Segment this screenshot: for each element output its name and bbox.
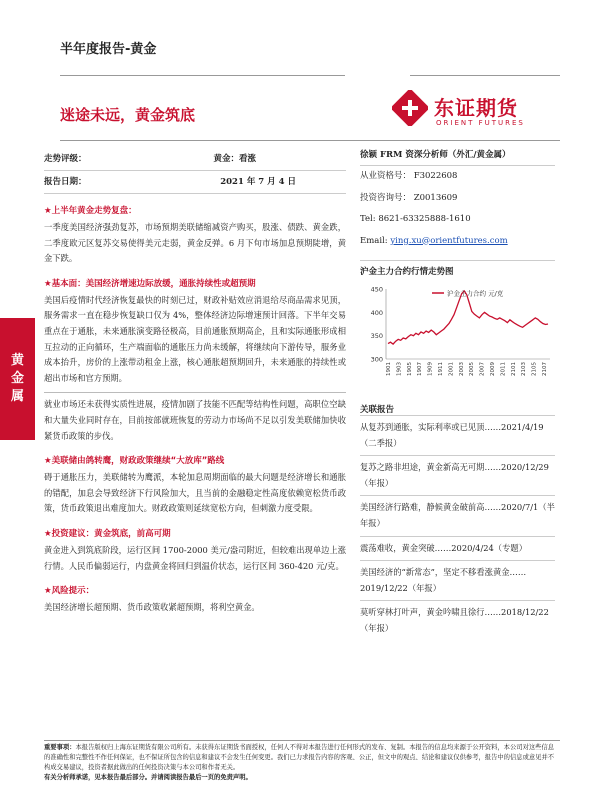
price-chart	[360, 281, 555, 391]
price-chart-svg	[360, 281, 555, 391]
x-tick-label: 2003	[458, 362, 465, 376]
disclaimer-tail: 有关分析师承诺，见本报告最后部分。并请阅读报告最后一页的免责声明。	[44, 774, 252, 781]
section-paragraph: 美国经济增长超预期、货币政策收紧超预期，将利空黄金。	[44, 602, 260, 613]
section-paragraph: 黄金进入到筑底阶段，运行区间 1700-2000 美元/盎司附近，但较难出现单边上涨行情。人民币偏弱运行，内盘黄金将回归到温价状态，运行区间 360-420 元/克。	[44, 544, 347, 571]
x-tick-label: 1907	[417, 362, 424, 376]
x-tick-label: 2105	[531, 362, 538, 376]
x-tick-label: 2107	[542, 362, 548, 376]
x-tick-label: 1903	[396, 362, 403, 376]
disclaimer-text: 本报告版权归上海东证期货有限公司所有。未获得东证期货书面授权，任何人不得对本报告进行任何形式的发布、复制。本报告的信息均来源于公开资料，本公司对这些信息的准确性和完整性不作任何保证，也不保证所包含的信息和建议不会发生任何变更。我们已力求报告内容的客观、公正，但文中的观点、结论和建议仅供参考，报告中的信息或意见并不构成交易建议，投资者据此做出的任何投资决策与本公司和作者无关。	[44, 744, 555, 771]
section-paragraph: 美国后疫情时代经济恢复最快的时刻已过，财政补贴效应消退给尽商品需求见顶，服务需求一直在稳步恢复缺口仅为 4%，整体经济边际增速预计回落。下半年交易重点在于通胀，未来通胀演变路径极高，目前通胀预期高企，且和实际通胀形成相互拉动的正向循环，生产端面临的通胀压力尚未缓解，将继续向下游传导，服务业成本抬升，房价的上涨带动租金上涨，核心通胀超预期回升，未来通胀的持续性或超出市场和官方预期。	[44, 294, 346, 383]
x-tick-label: 1901	[386, 362, 392, 376]
title-divider	[60, 140, 560, 141]
x-tick-label: 1905	[406, 362, 413, 376]
header-divider	[60, 75, 345, 76]
sector-tab-char: 黄	[10, 353, 24, 368]
sector-tab-char: 属	[10, 389, 24, 404]
disclaimer-label: 重要事项：	[44, 744, 76, 751]
legend-label: 沪金主力合约 元/克	[447, 289, 504, 298]
section-heading: ★风险提示：	[44, 586, 95, 597]
date-value: 2021 年 7 月 4 日	[220, 177, 296, 187]
related-reports-list	[360, 415, 555, 641]
analyst-email-row	[360, 231, 555, 253]
header-divider-right	[410, 75, 560, 76]
related-report-link[interactable]: 震荡难收，黄金突破……2020/4/24（专题）	[360, 536, 555, 561]
x-tick-label: 2103	[521, 362, 528, 376]
chart-title: 沪金主力合约行情走势图	[360, 260, 555, 277]
date-label: 报告日期：	[44, 177, 87, 187]
series-line	[388, 291, 548, 344]
logo-text-en: ORIENT FUTURES	[436, 119, 525, 127]
analyst-sidebar	[360, 148, 555, 641]
sector-tab	[0, 318, 35, 440]
logo-text-cn: 东证期货	[434, 96, 518, 120]
paragraph-divider	[44, 392, 346, 393]
rating-row	[44, 148, 346, 171]
related-report-link[interactable]: 复苏之路非坦途，黄金新高无可期……2020/12/29（年报）	[360, 455, 555, 495]
trend-value: 黄金：看涨	[213, 154, 256, 164]
orient-futures-logo	[392, 90, 552, 140]
x-tick-label: 2007	[479, 362, 486, 376]
x-tick-label: 2011	[500, 362, 507, 376]
analyst-license: 从业资格号： F3022608	[360, 171, 458, 181]
report-main-title: 迷途未远，黄金筑底	[60, 106, 196, 124]
y-tick-label: 350	[370, 332, 383, 341]
email-label: Email:	[360, 235, 391, 246]
analyst-phone: Tel: 8621-63325888-1610	[360, 214, 471, 224]
sector-tab-char: 金	[10, 371, 24, 386]
analyst-name: 徐颖 FRM 资深分析师（外汇/黄金属）	[360, 148, 555, 166]
x-tick-label: 2001	[448, 362, 455, 376]
email-link[interactable]: ying.xu@orientfutures.com	[390, 235, 508, 246]
section-heading: ★基本面：美国经济增速边际放缓，通胀持续性或超预期	[44, 278, 256, 289]
y-tick-label: 400	[370, 308, 383, 317]
logo-mark-icon	[392, 90, 428, 126]
report-type-title: 半年度报告-黄金	[60, 42, 157, 57]
section-paragraph: 碍于通胀压力，美联储转为鹰派，本轮加息周期面临的最大问题是经济增长和通胀的错配，加息会导致经济下行风险加大，且当前的金融稳定性高度依赖宽松货币政策，货币政策退出难度加大。财政政策则延续宽松方向，但刺激力度受限。	[44, 472, 346, 514]
section-paragraph: 一季度美国经济强劲复苏，市场预期美联储缩减资产购买，股涨、债跌、黄金跌，二季度欧元区复苏交易使得美元走弱，黄金反弹。6 月下旬市场加息预期陡增，黄金下跌。	[44, 222, 346, 264]
section-heading: ★投资建议：黄金筑底，前高可期	[44, 528, 171, 539]
x-tick-label: 1909	[427, 362, 434, 376]
related-reports-title: 关联报告	[360, 405, 395, 415]
related-report-link[interactable]: 美国经济行路难，静候黄金破前高……2020/7/1（半年报）	[360, 495, 555, 535]
related-report-link[interactable]: 从复苏到通胀，实际利率或已见顶……2021/4/19（二季报）	[360, 415, 555, 455]
x-tick-label: 2005	[469, 362, 476, 376]
trend-label: 走势评级：	[44, 154, 87, 164]
x-tick-label: 1911	[438, 362, 444, 376]
report-body	[44, 148, 346, 616]
section-heading: ★美联储由鸽转鹰，财政政策继续“大放库”路线	[44, 456, 225, 467]
related-report-link[interactable]: 美国经济的“新常态”，坚定不移看涨黄金……2019/12/22（年报）	[360, 560, 555, 600]
x-tick-label: 2101	[510, 362, 517, 376]
related-report-link[interactable]: 莫听穿林打叶声，黄金吟啸且徐行……2018/12/22（年报）	[360, 600, 555, 640]
y-tick-label: 450	[370, 285, 383, 294]
disclaimer	[44, 740, 560, 783]
rating-block	[44, 148, 346, 194]
x-tick-label: 2009	[490, 362, 496, 376]
section-paragraph: 就业市场还未获得实质性进展，疫情加剧了技能不匹配等结构性问题，高职位空缺和大量失业同时存在，目前按部就班恢复的劳动力市场尚不足以引发美联储加快收紧货币政策的步伐。	[44, 399, 346, 441]
y-tick-label: 300	[370, 355, 383, 364]
analyst-consult-id: 投资咨询号： Z0013609	[360, 192, 458, 203]
date-row	[44, 171, 346, 194]
section-heading: ★上半年黄金走势复盘：	[44, 206, 137, 216]
